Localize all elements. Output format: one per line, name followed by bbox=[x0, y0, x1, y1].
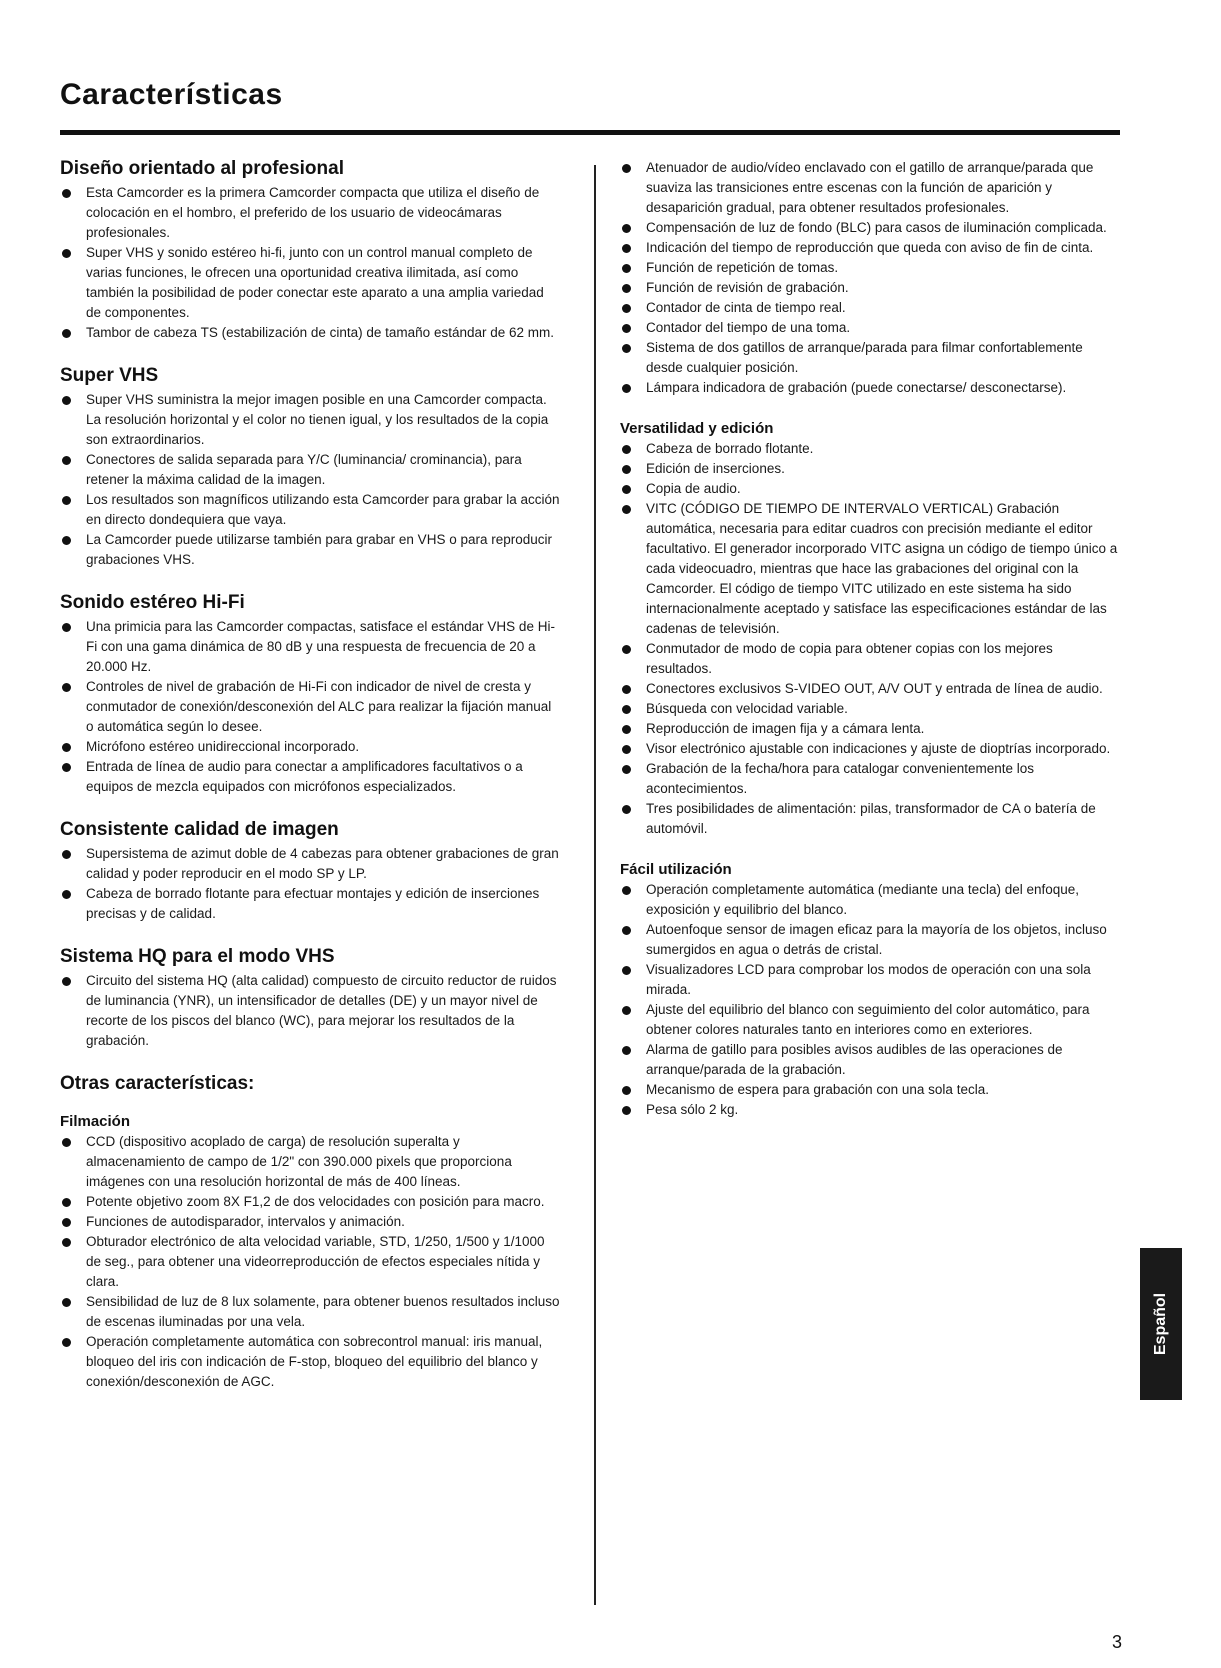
subsection-heading: Versatilidad y edición bbox=[620, 420, 774, 437]
list-item: Mecanismo de espera para grabación con una sola tecla. bbox=[620, 1080, 1120, 1100]
language-tab-label: Español bbox=[1152, 1292, 1170, 1356]
list-item: Ajuste del equilibrio del blanco con seguimiento del color automático, para obtener colores naturales tanto en interiores como en exteriores. bbox=[620, 1000, 1120, 1040]
section-sonido-estereo bbox=[60, 592, 560, 797]
section-versatilidad bbox=[620, 420, 1120, 839]
section-facil-utilizacion bbox=[620, 861, 1120, 1120]
list-item: Sistema de dos gatillos de arranque/parada para filmar confortablemente desde cualquier posición. bbox=[620, 338, 1120, 378]
section-sistema-hq bbox=[60, 946, 560, 1051]
list-item: Micrófono estéreo unidireccional incorporado. bbox=[60, 737, 560, 757]
bullet-list bbox=[60, 183, 560, 343]
section-heading: Super VHS bbox=[60, 365, 159, 386]
section-diseno bbox=[60, 158, 560, 343]
list-item: Conectores de salida separada para Y/C (luminancia/ crominancia), para retener la máxima calidad de la imagen. bbox=[60, 450, 560, 490]
list-item: Una primicia para las Camcorder compactas, satisface el estándar VHS de Hi-Fi con una gama dinámica de 80 dB y una respuesta de frecuencia de 20 a 20.000 Hz. bbox=[60, 617, 560, 677]
section-heading: Diseño orientado al profesional bbox=[60, 158, 344, 179]
section-heading: Sistema HQ para el modo VHS bbox=[60, 946, 335, 967]
bullet-list bbox=[60, 971, 560, 1051]
left-column bbox=[60, 158, 560, 1414]
list-item: Controles de nivel de grabación de Hi-Fi con indicador de nivel de cresta y conmutador de conexión/desconexión del ALC para realizar la fijación manual o automática según lo desee. bbox=[60, 677, 560, 737]
list-item: Copia de audio. bbox=[620, 479, 1120, 499]
language-tab bbox=[1140, 1248, 1182, 1400]
list-item: Cabeza de borrado flotante para efectuar montajes y edición de inserciones precisas y de calidad. bbox=[60, 884, 560, 924]
list-item: Visor electrónico ajustable con indicaciones y ajuste de dioptrías incorporado. bbox=[620, 739, 1120, 759]
list-item: Los resultados son magníficos utilizando esta Camcorder para grabar la acción en directo dondequiera que vaya. bbox=[60, 490, 560, 530]
section-otras-caracteristicas bbox=[60, 1073, 560, 1392]
title-divider bbox=[60, 130, 1120, 135]
list-item: Alarma de gatillo para posibles avisos audibles de las operaciones de arranque/parada de la grabación. bbox=[620, 1040, 1120, 1080]
list-item: Función de repetición de tomas. bbox=[620, 258, 1120, 278]
list-item: CCD (dispositivo acoplado de carga) de resolución superalta y almacenamiento de campo de 1/2" con 390.000 pixels que proporciona imágenes con una resolución horizontal de más de 400 líneas. bbox=[60, 1132, 560, 1192]
list-item: Tambor de cabeza TS (estabilización de cinta) de tamaño estándar de 62 mm. bbox=[60, 323, 560, 343]
column-divider bbox=[594, 165, 596, 1605]
bullet-list bbox=[60, 617, 560, 797]
list-item: Autoenfoque sensor de imagen eficaz para la mayoría de los objetos, incluso sumergidos en agua o detrás de cristal. bbox=[620, 920, 1120, 960]
list-item: Pesa sólo 2 kg. bbox=[620, 1100, 1120, 1120]
list-item: Lámpara indicadora de grabación (puede conectarse/ desconectarse). bbox=[620, 378, 1120, 398]
right-column bbox=[620, 158, 1120, 1142]
list-item: Contador del tiempo de una toma. bbox=[620, 318, 1120, 338]
list-item: Super VHS y sonido estéreo hi-fi, junto con un control manual completo de varias funciones, le ofrecen una oportunidad creativa ilimitada, así como también la posibilidad de poder conectar este aparato a una amplia variedad de componentes. bbox=[60, 243, 560, 323]
section-calidad-imagen bbox=[60, 819, 560, 924]
list-item: Operación completamente automática (mediante una tecla) del enfoque, exposición y equilibrio del blanco. bbox=[620, 880, 1120, 920]
page-number: 3 bbox=[1112, 1632, 1123, 1652]
bullet-list bbox=[620, 880, 1120, 1120]
list-item: Obturador electrónico de alta velocidad variable, STD, 1/250, 1/500 y 1/1000 de seg., para obtener una videorreproducción de efectos especiales nítida y clara. bbox=[60, 1232, 560, 1292]
subsection-heading: Filmación bbox=[60, 1113, 131, 1130]
list-item: Entrada de línea de audio para conectar a amplificadores facultativos o a equipos de mezcla equipados con micrófonos especializados. bbox=[60, 757, 560, 797]
list-item: Circuito del sistema HQ (alta calidad) compuesto de circuito reductor de ruidos de luminancia (YNR), un intensificador de detalles (DE) y un mayor nivel de recorte de los piscos del blanco (WC), para mejorar los resultados de la grabación. bbox=[60, 971, 560, 1051]
list-item: Operación completamente automática con sobrecontrol manual: iris manual, bloqueo del iris con indicación de F-stop, bloqueo del equilibrio del blanco y conexión/desconexión de AGC. bbox=[60, 1332, 560, 1392]
list-item: Visualizadores LCD para comprobar los modos de operación con una sola mirada. bbox=[620, 960, 1120, 1000]
section-super-vhs bbox=[60, 365, 560, 570]
bullet-list bbox=[60, 390, 560, 570]
bullet-list bbox=[620, 158, 1120, 398]
list-item: La Camcorder puede utilizarse también para grabar en VHS o para reproducir grabaciones VHS. bbox=[60, 530, 560, 570]
list-item: Esta Camcorder es la primera Camcorder compacta que utiliza el diseño de colocación en el hombro, el preferido de los usuario de videocámaras profesionales. bbox=[60, 183, 560, 243]
bullet-list bbox=[60, 1132, 560, 1392]
section-heading: Consistente calidad de imagen bbox=[60, 819, 339, 840]
list-item: VITC (CÓDIGO DE TIEMPO DE INTERVALO VERTICAL) Grabación automática, necesaria para editar cuadros con precisión mediante el editor facultativo. El generador incorporado VITC asigna un código de tiempo único a cada videocuadro, mientras que hace las grabaciones del original con la Camcorder. El código de tiempo VITC utilizado en este sistema ha sido internacionalmente aceptado y satisface las especificaciones estándar de las cadenas de televisión. bbox=[620, 499, 1120, 639]
list-item: Tres posibilidades de alimentación: pilas, transformador de CA o batería de automóvil. bbox=[620, 799, 1120, 839]
list-item: Sensibilidad de luz de 8 lux solamente, para obtener buenos resultados incluso de escenas iluminadas por una vela. bbox=[60, 1292, 560, 1332]
bullet-list bbox=[620, 439, 1120, 839]
section-heading: Sonido estéreo Hi-Fi bbox=[60, 592, 245, 613]
list-item: Edición de inserciones. bbox=[620, 459, 1120, 479]
list-item: Supersistema de azimut doble de 4 cabezas para obtener grabaciones de gran calidad y poder reproducir en el modo SP y LP. bbox=[60, 844, 560, 884]
list-item: Indicación del tiempo de reproducción que queda con aviso de fin de cinta. bbox=[620, 238, 1120, 258]
bullet-list bbox=[60, 844, 560, 924]
list-item: Búsqueda con velocidad variable. bbox=[620, 699, 1120, 719]
list-item: Función de revisión de grabación. bbox=[620, 278, 1120, 298]
list-item: Contador de cinta de tiempo real. bbox=[620, 298, 1120, 318]
list-item: Funciones de autodisparador, intervalos y animación. bbox=[60, 1212, 560, 1232]
subsection-heading: Fácil utilización bbox=[620, 861, 732, 878]
list-item: Grabación de la fecha/hora para catalogar convenientemente los acontecimientos. bbox=[620, 759, 1120, 799]
section-filmacion-cont bbox=[620, 158, 1120, 398]
section-heading: Otras características: bbox=[60, 1073, 255, 1094]
list-item: Cabeza de borrado flotante. bbox=[620, 439, 1120, 459]
list-item: Conectores exclusivos S-VIDEO OUT, A/V OUT y entrada de línea de audio. bbox=[620, 679, 1120, 699]
list-item: Reproducción de imagen fija y a cámara lenta. bbox=[620, 719, 1120, 739]
page-title: Características bbox=[60, 78, 283, 112]
list-item: Conmutador de modo de copia para obtener copias con los mejores resultados. bbox=[620, 639, 1120, 679]
list-item: Super VHS suministra la mejor imagen posible en una Camcorder compacta. La resolución horizontal y el color no tienen igual, y los resultados de la copia son extraordinarios. bbox=[60, 390, 560, 450]
list-item: Atenuador de audio/vídeo enclavado con el gatillo de arranque/parada que suaviza las transiciones entre escenas con la función de aparición y desaparición gradual, para obtener resultados profesionales. bbox=[620, 158, 1120, 218]
list-item: Compensación de luz de fondo (BLC) para casos de iluminación complicada. bbox=[620, 218, 1120, 238]
list-item: Potente objetivo zoom 8X F1,2 de dos velocidades con posición para macro. bbox=[60, 1192, 560, 1212]
